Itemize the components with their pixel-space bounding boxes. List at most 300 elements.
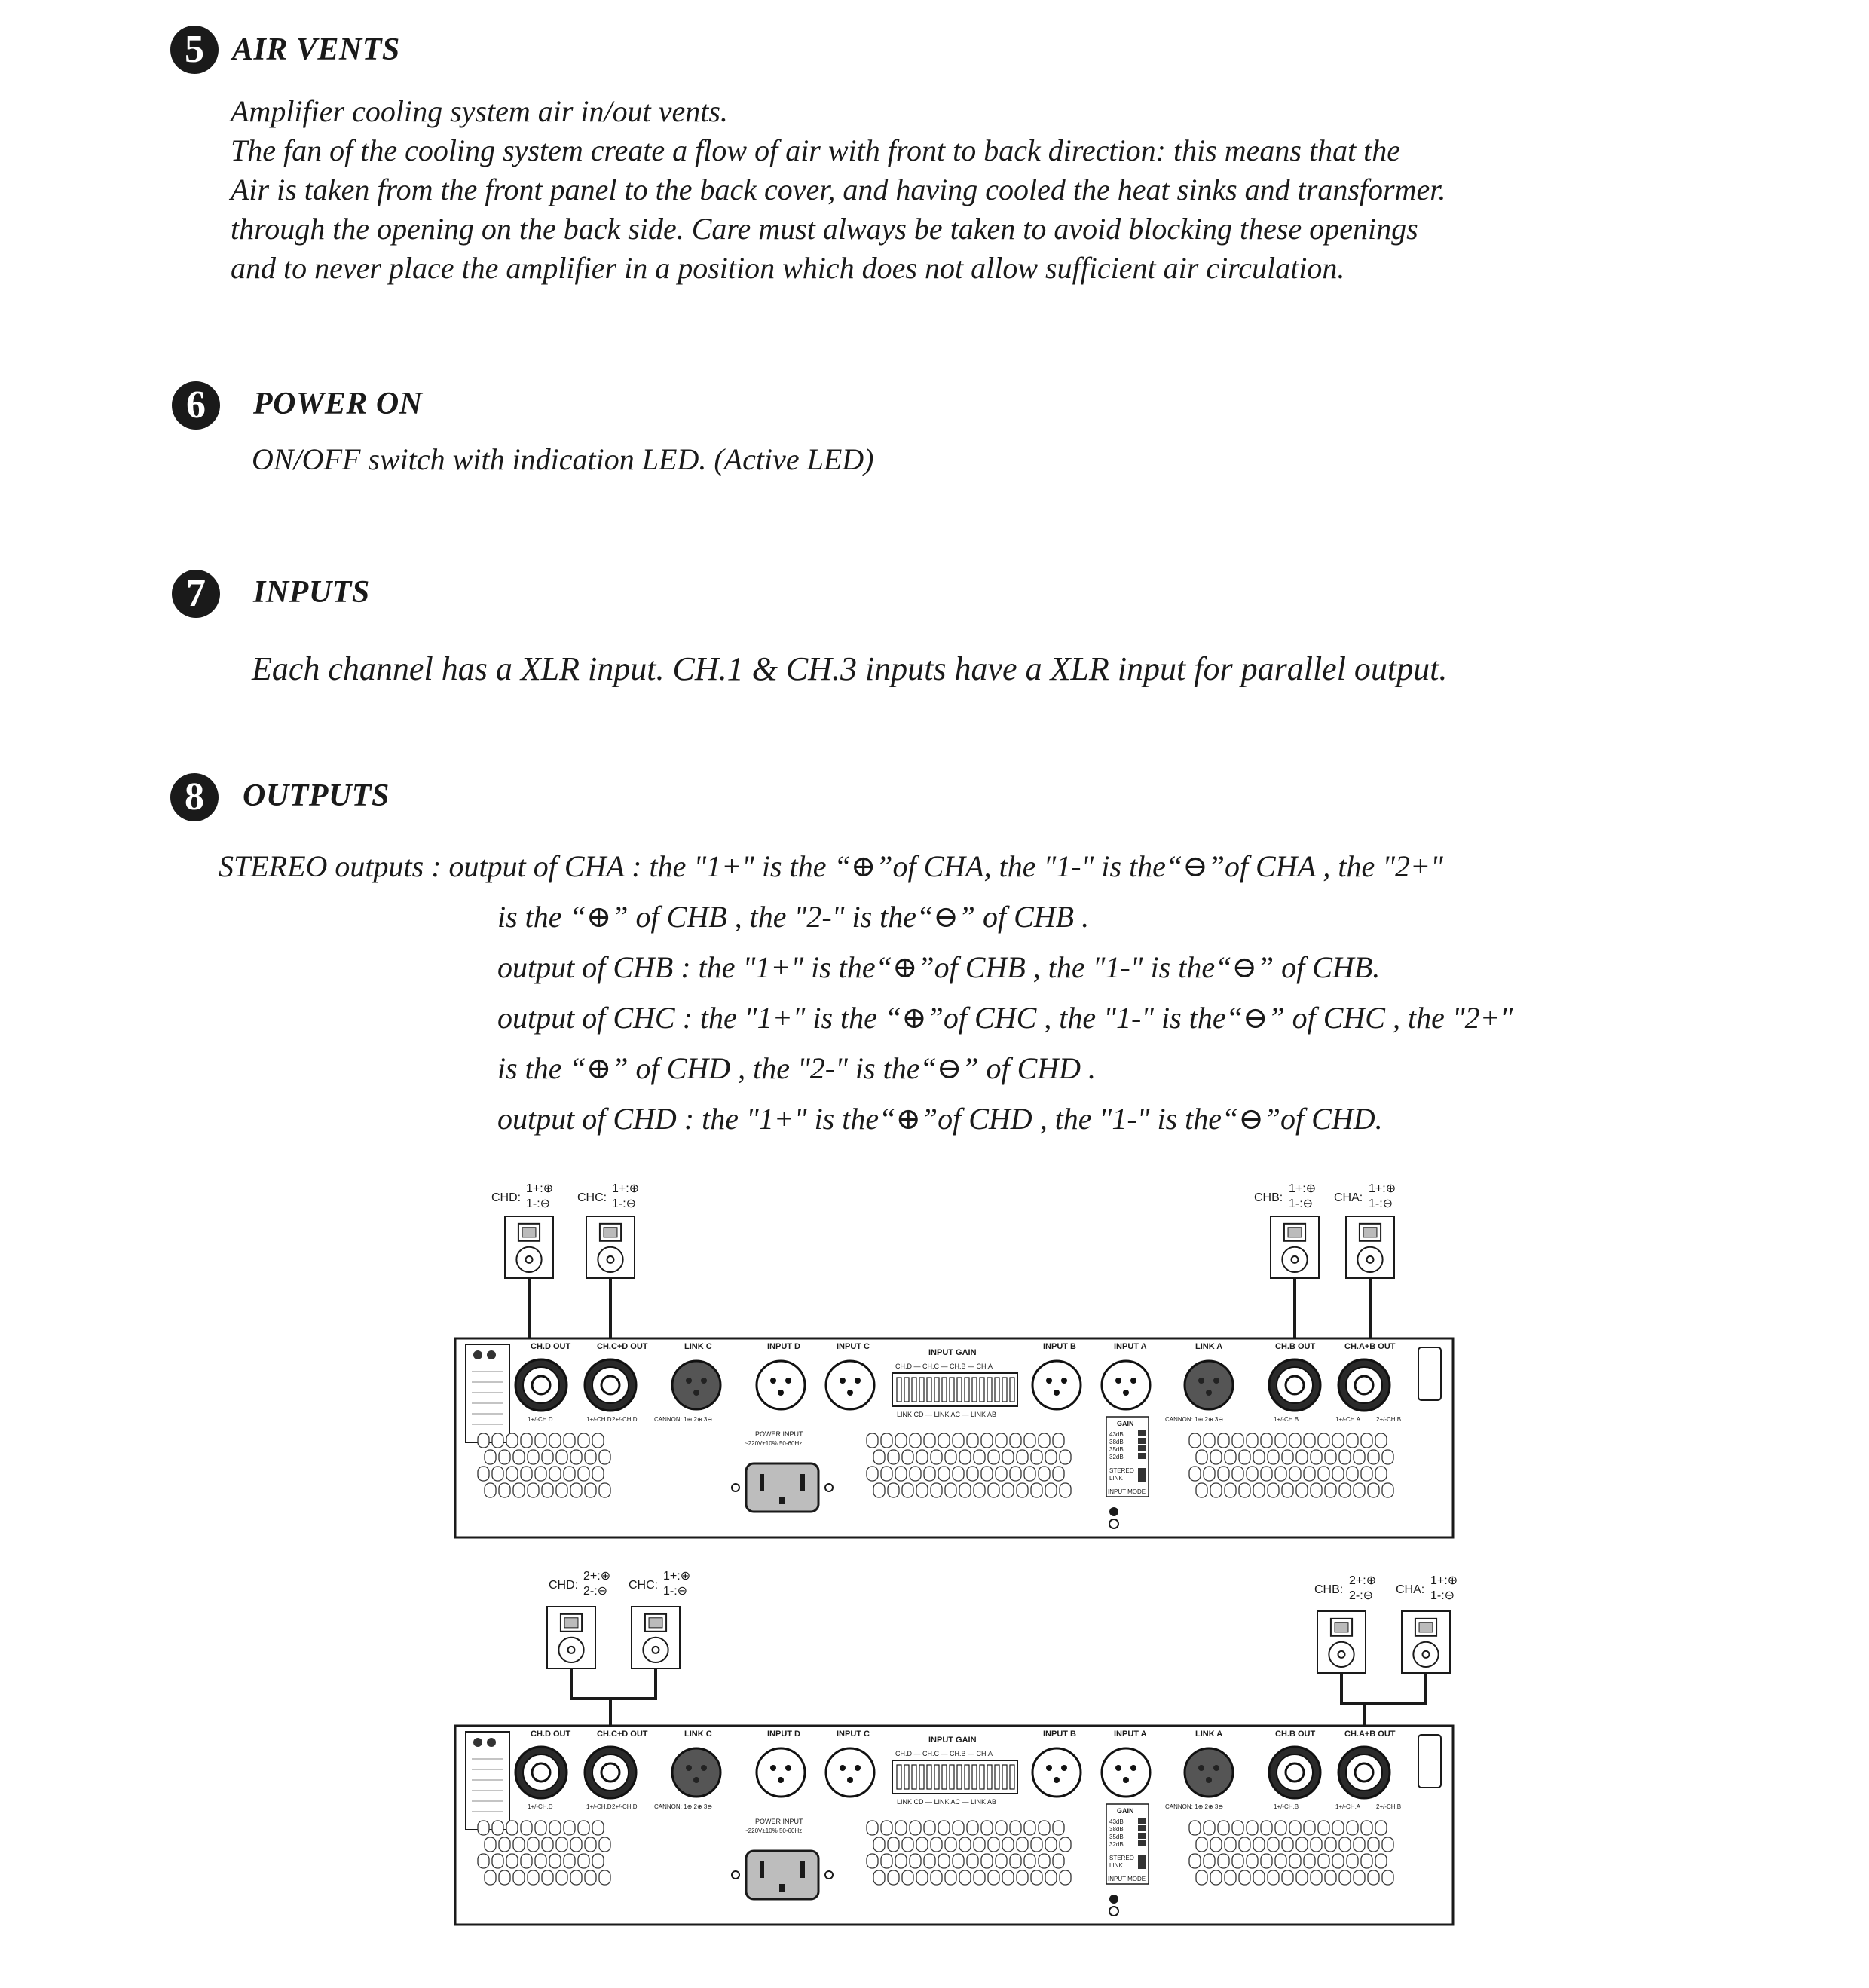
speaker-top-chd-woofer-cap <box>526 1256 533 1263</box>
label-chb-out: CH.B OUT <box>1275 1730 1316 1739</box>
vent-field-left-slot <box>585 1837 596 1852</box>
vent-field-right-slot <box>1382 1870 1393 1885</box>
ground-post <box>1109 1895 1118 1904</box>
label-chab-out: CH.A+B OUT <box>1344 1730 1396 1739</box>
dip-switch <box>912 1765 916 1789</box>
vent-field-left-slot <box>542 1837 553 1852</box>
speakon-chd-center <box>532 1763 550 1782</box>
dip-switch <box>897 1765 901 1789</box>
vent-field-right-slot <box>1218 1467 1229 1481</box>
speaker-top-cha <box>1346 1216 1394 1278</box>
xlr-input-c-pin-1 <box>840 1765 846 1771</box>
label-link-row: LINK CD — LINK AC — LINK AB <box>897 1798 997 1806</box>
vent-field-left-slot <box>506 1433 518 1448</box>
gain-switch <box>1138 1438 1146 1444</box>
vent-field-left-slot <box>478 1854 489 1868</box>
power-pin-n <box>800 1474 805 1491</box>
vent-field-right-slot <box>1253 1450 1265 1464</box>
vent-field-center-slot <box>910 1821 921 1835</box>
vent-field-right-slot <box>1304 1821 1315 1835</box>
vent-field-center-slot <box>873 1450 885 1464</box>
label-input-a: INPUT A <box>1114 1342 1147 1351</box>
vent-field-right-slot <box>1282 1837 1293 1852</box>
label-pin-chd: 1+/-CH.D <box>586 1803 612 1810</box>
vent-field-center-slot <box>938 1433 950 1448</box>
label-stereo: STEREO <box>1109 1855 1134 1861</box>
spk-label-top-chc-channel: CHC: <box>577 1191 607 1204</box>
vent-field-center-slot <box>1002 1483 1014 1497</box>
vent-field-center-slot <box>1002 1837 1014 1852</box>
section-8-body <box>219 841 1513 1144</box>
dip-switch <box>934 1378 939 1402</box>
label-gain-value: 35dB <box>1109 1834 1124 1840</box>
label-input-b: INPUT B <box>1043 1730 1076 1739</box>
label-cannon-right: CANNON: 1⊕ 2⊕ 3⊖ <box>1165 1803 1224 1810</box>
vent-field-center-slot <box>988 1870 999 1885</box>
vent-field-right-slot <box>1311 1837 1322 1852</box>
xlr-link-c-pin-1 <box>686 1378 692 1384</box>
vent-field-center-slot <box>916 1837 928 1852</box>
section-8-line-4: output of CHC : the "1+" is the “⊕”of CHC , the "1-" is the“⊖” of CHC , the "2+" <box>497 1001 1513 1035</box>
vent-field-center-slot <box>1002 1450 1014 1464</box>
vent-field-right-slot <box>1289 1467 1301 1481</box>
section-5-line-2: The fan of the cooling system create a flow of air with front to back direction: this means that the <box>231 133 1401 167</box>
vent-field-right-slot <box>1261 1821 1272 1835</box>
xlr-link-a-pin-2 <box>1213 1765 1219 1771</box>
label-input-mode: INPUT MODE <box>1108 1488 1146 1495</box>
vent-field-left-slot <box>549 1854 561 1868</box>
vent-field-left-slot <box>499 1870 510 1885</box>
vent-field-center-slot <box>1039 1854 1050 1868</box>
ce-icon <box>487 1350 496 1359</box>
ce-icon <box>487 1738 496 1747</box>
vent-field-right-slot <box>1225 1837 1236 1852</box>
vent-field-right-slot <box>1239 1483 1250 1497</box>
vent-field-left-slot <box>570 1870 582 1885</box>
xlr-input-b-body <box>1032 1748 1081 1797</box>
vent-field-right-slot <box>1354 1483 1365 1497</box>
vent-field-center-slot <box>867 1854 878 1868</box>
label-input-gain: INPUT GAIN <box>928 1736 977 1745</box>
diagram-top-stereo <box>491 1182 1396 1343</box>
vent-field-center-slot <box>1053 1433 1064 1448</box>
vent-field-right-slot <box>1325 1837 1336 1852</box>
label-pin-chb: 1+/-CH.B <box>1274 1416 1299 1423</box>
vent-field-right-slot <box>1339 1483 1351 1497</box>
vent-field-left-slot <box>592 1821 604 1835</box>
section-5-line-5: and to never place the amplifier in a position which does not allow sufficient air circulation. <box>231 251 1345 285</box>
vent-field-left-slot <box>570 1450 582 1464</box>
xlr-input-c-body <box>826 1361 874 1409</box>
vent-field-right-slot <box>1339 1837 1351 1852</box>
label-input-d: INPUT D <box>767 1342 800 1351</box>
screw <box>732 1871 739 1879</box>
vent-field-right-slot <box>1268 1837 1279 1852</box>
vent-field-center-slot <box>996 1821 1007 1835</box>
label-chcd-out: CH.C+D OUT <box>597 1730 648 1739</box>
vent-field-center-slot <box>1024 1821 1035 1835</box>
speaker-bottom-chc <box>632 1607 680 1668</box>
vent-field-right-slot <box>1261 1854 1272 1868</box>
vent-field-right-slot <box>1253 1870 1265 1885</box>
cable-bottom-ab-bridge <box>1341 1673 1426 1703</box>
label-gain-value: 38dB <box>1109 1439 1124 1445</box>
vent-field-left-slot <box>556 1870 567 1885</box>
section-7-number-badge: 7 <box>172 570 220 618</box>
vent-field-center-slot <box>945 1837 956 1852</box>
xlr-link-a-body <box>1185 1748 1233 1797</box>
vent-field-center-slot <box>1010 1854 1021 1868</box>
xlr-input-c-pin-3 <box>847 1777 853 1783</box>
speaker-bottom-chb <box>1317 1611 1366 1673</box>
speaker-bottom-chb-tweeter-horn <box>1335 1623 1348 1632</box>
vent-field-center-slot <box>959 1870 971 1885</box>
vent-field-center-slot <box>1017 1837 1028 1852</box>
label-power-spec: ~220V±10% 50-60Hz <box>745 1440 803 1447</box>
xlr-link-a-pin-3 <box>1206 1390 1212 1396</box>
spk-label-bottom-chd-pos: 2+:⊕ <box>583 1570 611 1583</box>
power-inlet <box>732 1851 833 1899</box>
label-power-input: POWER INPUT <box>755 1818 803 1825</box>
vent-field-left-slot <box>478 1433 489 1448</box>
dip-switch <box>987 1765 992 1789</box>
vent-field-right-slot <box>1204 1467 1215 1481</box>
speaker-top-chd <box>505 1216 553 1278</box>
gain-switch <box>1138 1833 1146 1839</box>
xlr-input-a-pin-2 <box>1130 1765 1136 1771</box>
vent-field-left-slot <box>492 1821 503 1835</box>
label-pin-chd: 1+/-CH.D <box>586 1416 612 1423</box>
xlr-link-c-pin-2 <box>701 1765 707 1771</box>
vent-field-center-slot <box>1031 1483 1042 1497</box>
spk-label-top-chb-pos: 1+:⊕ <box>1289 1182 1317 1195</box>
vent-field-center-slot <box>953 1467 964 1481</box>
speaker-top-chc <box>586 1216 635 1278</box>
vent-field-right-slot <box>1247 1821 1258 1835</box>
label-stereo: STEREO <box>1109 1467 1134 1474</box>
vent-field-center-slot <box>974 1450 985 1464</box>
vent-field-center-slot <box>924 1433 935 1448</box>
vent-field-center-slot <box>1045 1837 1057 1852</box>
vent-field-left-slot <box>499 1837 510 1852</box>
vent-field-right-slot <box>1361 1854 1372 1868</box>
vent-field-center-slot <box>1053 1854 1064 1868</box>
dip-switch <box>1010 1378 1014 1402</box>
xlr-input-d-body <box>757 1748 805 1797</box>
spk-label-top-chb-neg: 1-:⊖ <box>1289 1197 1314 1210</box>
vent-field-center-slot <box>931 1837 942 1852</box>
xlr-input-d-pin-1 <box>770 1378 776 1384</box>
xlr-input-a-pin-3 <box>1123 1390 1129 1396</box>
spk-label-top-cha-pos: 1+:⊕ <box>1369 1182 1396 1195</box>
dip-switch <box>942 1765 947 1789</box>
vent-field-left-slot <box>570 1837 582 1852</box>
xlr-link-c-pin-3 <box>693 1390 699 1396</box>
vent-field-center-slot <box>924 1467 935 1481</box>
dip-switch <box>942 1378 947 1402</box>
power-pin-l <box>760 1474 764 1491</box>
vent-field-right-slot <box>1239 1837 1250 1852</box>
vent-field-center-slot <box>988 1837 999 1852</box>
label-cannon-left: CANNON: 1⊕ 2⊕ 3⊖ <box>654 1416 713 1423</box>
gain-switch <box>1138 1818 1146 1824</box>
vent-field-center-slot <box>1031 1870 1042 1885</box>
vent-field-center-slot <box>888 1837 899 1852</box>
xlr-input-a-body <box>1102 1748 1150 1797</box>
vent-field-center-slot <box>1031 1450 1042 1464</box>
vent-field-left-slot <box>592 1467 604 1481</box>
vent-field-right-slot <box>1332 1433 1344 1448</box>
vent-field-center-slot <box>996 1854 1007 1868</box>
vent-field-left-slot <box>485 1483 496 1497</box>
vent-field-right-slot <box>1332 1467 1344 1481</box>
xlr-link-c-body <box>672 1361 720 1409</box>
spk-label-bottom-cha-neg: 1-:⊖ <box>1430 1589 1455 1602</box>
xlr-input-d-pin-2 <box>785 1765 791 1771</box>
label-link-c: LINK C <box>684 1730 712 1739</box>
vent-field-left-slot <box>528 1483 539 1497</box>
vent-field-right-slot <box>1275 1854 1286 1868</box>
vent-field-left-slot <box>506 1467 518 1481</box>
vent-field-right-slot <box>1361 1467 1372 1481</box>
vent-field-left-slot <box>492 1467 503 1481</box>
vent-field-right-slot <box>1375 1467 1387 1481</box>
vent-field-right-slot <box>1253 1837 1265 1852</box>
xlr-input-b-pin-3 <box>1054 1777 1060 1783</box>
vent-field-right-slot <box>1275 1433 1286 1448</box>
label-chd-out: CH.D OUT <box>531 1730 571 1739</box>
vent-field-left-slot <box>578 1854 589 1868</box>
vent-field-left-slot <box>535 1821 546 1835</box>
vent-field-center-slot <box>1060 1450 1071 1464</box>
vent-field-center-slot <box>1002 1870 1014 1885</box>
vent-field-right-slot <box>1204 1433 1215 1448</box>
section-6-number-badge: 6 <box>172 381 220 430</box>
vent-field-right-slot <box>1318 1433 1329 1448</box>
input-gain-dip-switch <box>892 1760 1017 1794</box>
vent-field-right-slot <box>1375 1854 1387 1868</box>
vent-field-right-slot <box>1318 1821 1329 1835</box>
spk-label-bottom-chb-channel: CHB: <box>1314 1583 1344 1596</box>
label-gain-value: 32dB <box>1109 1841 1124 1848</box>
vent-field-right-slot <box>1189 1433 1201 1448</box>
vent-field-right-slot <box>1347 1433 1358 1448</box>
vent-field-center-slot <box>902 1837 913 1852</box>
vent-field-right-slot <box>1232 1467 1243 1481</box>
power-pin-e <box>779 1884 785 1892</box>
xlr-input-b-pin-3 <box>1054 1390 1060 1396</box>
vent-field-center-slot <box>981 1467 993 1481</box>
label-input-b: INPUT B <box>1043 1342 1076 1351</box>
vent-field-center-slot <box>996 1467 1007 1481</box>
vent-field-right-slot <box>1210 1483 1222 1497</box>
xlr-input-c-pin-3 <box>847 1390 853 1396</box>
vent-field-right-slot <box>1196 1483 1207 1497</box>
vent-field-right-slot <box>1204 1854 1215 1868</box>
spk-label-top-chb-channel: CHB: <box>1254 1191 1283 1204</box>
vent-field-left-slot <box>570 1483 582 1497</box>
dip-switch <box>957 1765 962 1789</box>
dip-switch <box>957 1378 962 1402</box>
vent-field-left-slot <box>485 1450 496 1464</box>
vent-field-left-slot <box>513 1870 525 1885</box>
xlr-input-d-pin-1 <box>770 1765 776 1771</box>
section-5-number-badge: 5 <box>170 26 219 74</box>
screw <box>825 1871 833 1879</box>
vent-field-right-slot <box>1204 1821 1215 1835</box>
label-link-c: LINK C <box>684 1342 712 1351</box>
vent-field-right-slot <box>1296 1837 1308 1852</box>
vent-field-right-slot <box>1318 1854 1329 1868</box>
label-gain-value: 35dB <box>1109 1446 1124 1453</box>
label-gain-row: CH.D — CH.C — CH.B — CH.A <box>895 1363 993 1370</box>
xlr-link-a-pin-1 <box>1198 1378 1204 1384</box>
xlr-input-c-pin-1 <box>840 1378 846 1384</box>
warning-icon <box>473 1350 482 1359</box>
vent-field-center-slot <box>1045 1450 1057 1464</box>
label-input-gain: INPUT GAIN <box>928 1348 977 1357</box>
spk-label-top-chd-neg: 1-:⊖ <box>526 1197 551 1210</box>
vent-field-right-slot <box>1368 1837 1379 1852</box>
vent-field-left-slot <box>521 1821 532 1835</box>
vent-field-left-slot <box>599 1450 610 1464</box>
vent-field-right-slot <box>1225 1450 1236 1464</box>
vent-field-center-slot <box>1053 1821 1064 1835</box>
vent-field-center-slot <box>902 1450 913 1464</box>
vent-field-right-slot <box>1232 1433 1243 1448</box>
vent-field-right-slot <box>1225 1483 1236 1497</box>
speakon-chd-center <box>532 1376 550 1394</box>
dip-switch <box>980 1765 984 1789</box>
xlr-input-b-pin-1 <box>1046 1378 1052 1384</box>
vent-field-left-slot <box>599 1870 610 1885</box>
vent-field-right-slot <box>1368 1450 1379 1464</box>
label-chab-out: CH.A+B OUT <box>1344 1342 1396 1351</box>
dip-switch <box>965 1378 969 1402</box>
section-6-title: POWER ON <box>253 387 423 421</box>
section-7-title: INPUTS <box>253 575 370 610</box>
vent-field-center-slot <box>916 1483 928 1497</box>
vent-field-left-slot <box>499 1450 510 1464</box>
speaker-bottom-cha-tweeter-horn <box>1419 1623 1433 1632</box>
vent-field-center-slot <box>953 1821 964 1835</box>
vent-field-right-slot <box>1268 1870 1279 1885</box>
label-gain-value: 38dB <box>1109 1826 1124 1833</box>
vent-field-left-slot <box>521 1433 532 1448</box>
vent-field-center-slot <box>895 1467 907 1481</box>
xlr-link-c-pin-2 <box>701 1378 707 1384</box>
vent-field-left-slot <box>585 1483 596 1497</box>
vent-field-right-slot <box>1311 1450 1322 1464</box>
vent-field-center-slot <box>1045 1483 1057 1497</box>
vent-field-center-slot <box>881 1854 892 1868</box>
vent-field-left-slot <box>549 1433 561 1448</box>
label-pin-chb: 1+/-CH.B <box>1274 1803 1299 1810</box>
vent-field-left-slot <box>535 1467 546 1481</box>
xlr-link-c-pin-3 <box>693 1777 699 1783</box>
vent-field-right-slot <box>1232 1854 1243 1868</box>
vent-field-center-slot <box>988 1450 999 1464</box>
vent-field-right-slot <box>1382 1483 1393 1497</box>
dip-switch <box>950 1378 954 1402</box>
gain-switch <box>1138 1825 1146 1831</box>
label-input-d: INPUT D <box>767 1730 800 1739</box>
label-gain-row: CH.D — CH.C — CH.B — CH.A <box>895 1750 993 1757</box>
vent-field-right-slot <box>1382 1837 1393 1852</box>
vent-field-left-slot <box>528 1837 539 1852</box>
section-8-line-6: output of CHD : the "1+" is the“⊕”of CHD , the "1-" is the“⊖”of CHD. <box>497 1102 1383 1136</box>
section-8-line-5: is the “⊕” of CHD , the "2-" is the“⊖” of CHD . <box>497 1051 1097 1085</box>
speaker-bottom-chc-woofer-cap <box>653 1647 659 1653</box>
vent-field-center-slot <box>959 1483 971 1497</box>
section-8-title: OUTPUTS <box>243 778 390 813</box>
vent-field-center-slot <box>945 1870 956 1885</box>
label-pin-chb2: 2+/-CH.B <box>1376 1803 1402 1810</box>
vent-field-left-slot <box>542 1870 553 1885</box>
vent-field-right-slot <box>1275 1821 1286 1835</box>
vent-field-center-slot <box>974 1837 985 1852</box>
xlr-input-a-pin-1 <box>1115 1765 1121 1771</box>
label-gain-value: 32dB <box>1109 1454 1124 1460</box>
spk-label-bottom-chb-neg: 2-:⊖ <box>1349 1589 1374 1602</box>
vent-field-right-slot <box>1189 1821 1201 1835</box>
xlr-link-a-pin-3 <box>1206 1777 1212 1783</box>
vent-field-center-slot <box>916 1870 928 1885</box>
vent-field-center-slot <box>959 1450 971 1464</box>
speakon-chab-center <box>1355 1763 1373 1782</box>
vent-field-right-slot <box>1318 1467 1329 1481</box>
spk-label-top-cha-neg: 1-:⊖ <box>1369 1197 1393 1210</box>
vent-field-left-slot <box>542 1483 553 1497</box>
vent-field-right-slot <box>1339 1870 1351 1885</box>
vent-field-left-slot <box>585 1870 596 1885</box>
xlr-link-c-body <box>672 1748 720 1797</box>
vent-field-center-slot <box>867 1467 878 1481</box>
vent-field-center-slot <box>910 1467 921 1481</box>
vent-field-center-slot <box>938 1854 950 1868</box>
warning-icon <box>473 1738 482 1747</box>
vent-field-center-slot <box>902 1870 913 1885</box>
speaker-bottom-cha-woofer-cap <box>1423 1651 1430 1658</box>
vent-field-center-slot <box>931 1483 942 1497</box>
vent-field-center-slot <box>981 1821 993 1835</box>
label-cannon-left: CANNON: 1⊕ 2⊕ 3⊖ <box>654 1803 713 1810</box>
vent-field-left-slot <box>542 1450 553 1464</box>
input-gain-dip-switch <box>892 1373 1017 1406</box>
vent-field-left-slot <box>478 1821 489 1835</box>
dip-switch <box>927 1378 931 1402</box>
ground-post <box>1109 1507 1118 1516</box>
vent-field-left-slot <box>535 1433 546 1448</box>
vent-field-right-slot <box>1239 1870 1250 1885</box>
dip-switch <box>1002 1765 1007 1789</box>
vent-field-right-slot <box>1225 1870 1236 1885</box>
section-7-line-1: Each channel has a XLR input. CH.1 & CH.3 inputs have a XLR input for parallel output. <box>252 650 1448 687</box>
spk-label-top-chc-pos: 1+:⊕ <box>612 1182 640 1195</box>
vent-field-right-slot <box>1347 1821 1358 1835</box>
vent-field-center-slot <box>967 1433 978 1448</box>
vent-field-center-slot <box>910 1854 921 1868</box>
vent-field-left-slot <box>592 1854 604 1868</box>
vent-field-right-slot <box>1304 1467 1315 1481</box>
vent-field-center-slot <box>938 1467 950 1481</box>
vent-field-right-slot <box>1325 1483 1336 1497</box>
amplifier-wiring-diagram <box>0 1176 1869 1982</box>
vent-field-left-slot <box>513 1483 525 1497</box>
vent-field-right-slot <box>1375 1821 1387 1835</box>
speaker-bottom-chb-woofer-cap <box>1338 1651 1345 1658</box>
dip-switch <box>995 1378 999 1402</box>
